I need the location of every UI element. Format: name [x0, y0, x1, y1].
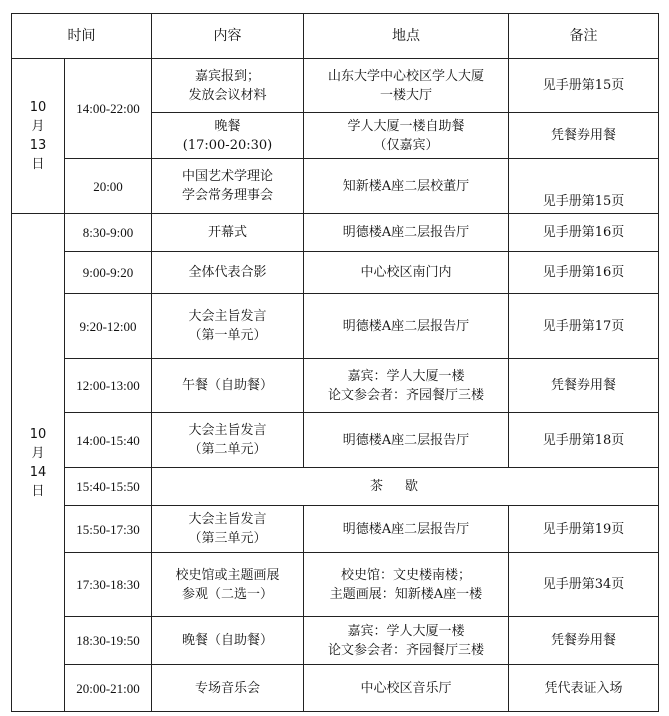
header-content: 内容 — [152, 14, 304, 59]
content-cell: 晚餐 (17:00-20:30) — [152, 113, 304, 159]
table-row — [12, 617, 659, 665]
note-cell: 见手册第16页 — [509, 214, 659, 252]
note-cell: 见手册第18页 — [509, 413, 659, 468]
content-cell: 大会主旨发言 （第三单元） — [152, 506, 304, 553]
time-cell: 9:20-12:00 — [65, 294, 152, 359]
note-cell: 见手册第15页 — [509, 159, 659, 214]
table-row — [12, 214, 659, 252]
header-note: 备注 — [509, 14, 659, 59]
note-cell: 凭餐券用餐 — [509, 617, 659, 665]
content-cell: 校史馆或主题画展 参观（二选一） — [152, 553, 304, 617]
time-cell: 15:40-15:50 — [65, 468, 152, 506]
table-row — [12, 59, 659, 113]
table-row — [12, 506, 659, 553]
place-cell: 学人大厦一楼自助餐 （仅嘉宾） — [304, 113, 509, 159]
content-cell: 嘉宾报到； 发放会议材料 — [152, 59, 304, 113]
time-cell: 8:30-9:00 — [65, 214, 152, 252]
content-cell: 专场音乐会 — [152, 665, 304, 712]
note-cell: 见手册第16页 — [509, 252, 659, 294]
note-cell: 见手册第19页 — [509, 506, 659, 553]
place-cell: 山东大学中心校区学人大厦 一楼大厅 — [304, 59, 509, 113]
table-row — [12, 553, 659, 617]
time-cell: 14:00-22:00 — [65, 59, 152, 159]
header-place: 地点 — [304, 14, 509, 59]
date-oct-14: 10 月 14 日 — [12, 214, 65, 712]
table-row — [12, 468, 659, 506]
table-row — [12, 252, 659, 294]
content-cell: 大会主旨发言 （第一单元） — [152, 294, 304, 359]
time-cell: 14:00-15:40 — [65, 413, 152, 468]
content-cell: 晚餐（自助餐） — [152, 617, 304, 665]
time-cell: 20:00 — [65, 159, 152, 214]
note-cell: 凭餐券用餐 — [509, 359, 659, 413]
note-cell: 见手册第34页 — [509, 553, 659, 617]
time-cell: 9:00-9:20 — [65, 252, 152, 294]
content-cell: 午餐（自助餐） — [152, 359, 304, 413]
note-cell: 见手册第17页 — [509, 294, 659, 359]
table-row — [12, 665, 659, 712]
date-oct-13: 10 月 13 日 — [12, 59, 65, 214]
header-time: 时间 — [12, 14, 152, 59]
place-cell: 校史馆：文史楼南楼； 主题画展：知新楼A座一楼 — [304, 553, 509, 617]
content-cell: 中国艺术学理论 学会常务理事会 — [152, 159, 304, 214]
place-cell: 中心校区音乐厅 — [304, 665, 509, 712]
time-cell: 15:50-17:30 — [65, 506, 152, 553]
schedule-table — [11, 13, 659, 712]
table-row — [12, 359, 659, 413]
place-cell: 明德楼A座二层报告厅 — [304, 413, 509, 468]
content-cell: 开幕式 — [152, 214, 304, 252]
place-cell: 明德楼A座二层报告厅 — [304, 214, 509, 252]
place-cell: 嘉宾：学人大厦一楼 论文参会者：齐园餐厅三楼 — [304, 359, 509, 413]
place-cell: 嘉宾：学人大厦一楼 论文参会者：齐园餐厅三楼 — [304, 617, 509, 665]
note-cell: 凭餐券用餐 — [509, 113, 659, 159]
place-cell: 知新楼A座二层校董厅 — [304, 159, 509, 214]
content-cell: 全体代表合影 — [152, 252, 304, 294]
time-cell: 17:30-18:30 — [65, 553, 152, 617]
table-row — [12, 294, 659, 359]
time-cell: 12:00-13:00 — [65, 359, 152, 413]
place-cell: 明德楼A座二层报告厅 — [304, 294, 509, 359]
place-cell: 中心校区南门内 — [304, 252, 509, 294]
table-row — [12, 159, 659, 214]
note-cell: 见手册第15页 — [509, 59, 659, 113]
table-row — [12, 413, 659, 468]
note-cell: 凭代表证入场 — [509, 665, 659, 712]
content-cell: 大会主旨发言 （第二单元） — [152, 413, 304, 468]
time-cell: 18:30-19:50 — [65, 617, 152, 665]
time-cell: 20:00-21:00 — [65, 665, 152, 712]
tea-break: 茶歇 — [152, 468, 659, 506]
header-row — [12, 14, 659, 59]
place-cell: 明德楼A座二层报告厅 — [304, 506, 509, 553]
